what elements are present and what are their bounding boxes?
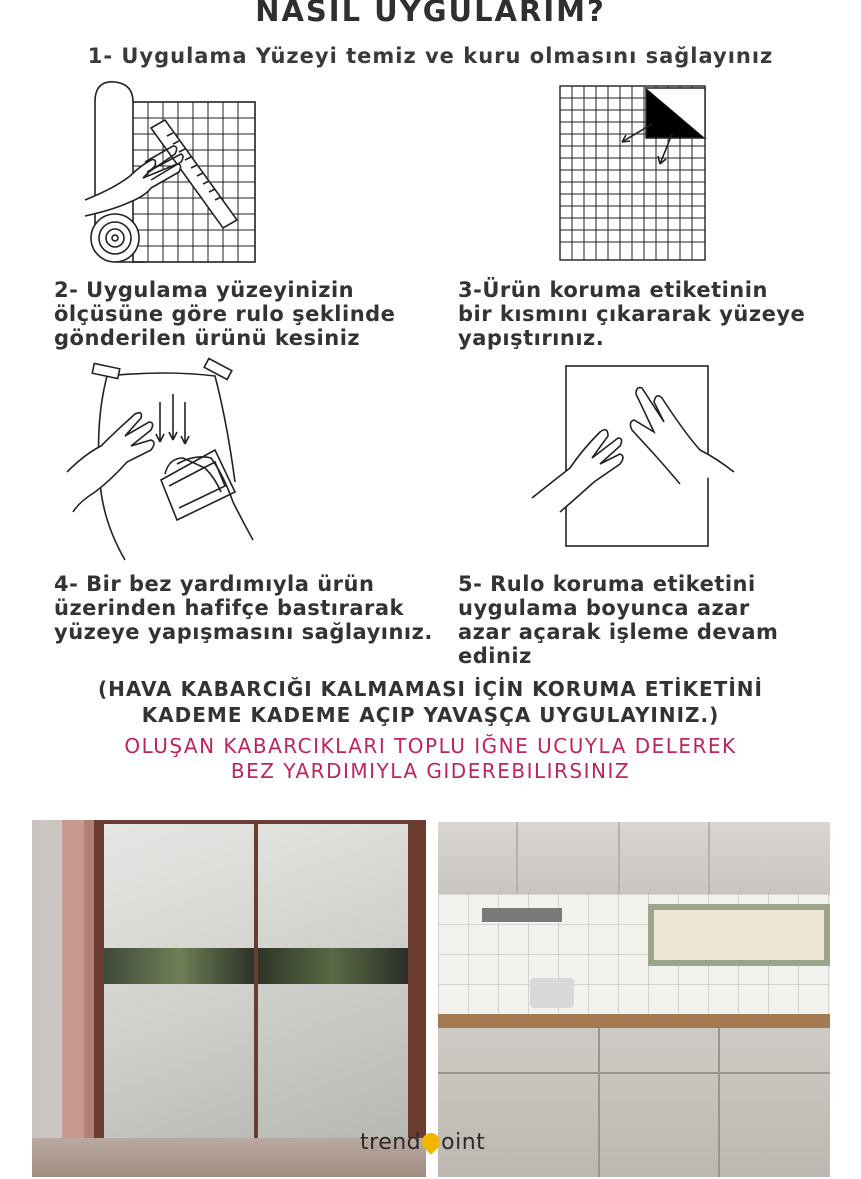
brand-text-after: oint [441, 1130, 486, 1155]
step-5-line-1: 5- Rulo koruma etiketini [458, 572, 756, 596]
brand-text-before: trend [360, 1130, 422, 1155]
step-2-text [54, 278, 395, 350]
step-2-line-3: gönderilen ürünü kesiniz [54, 326, 361, 350]
step-5-line-4: ediniz [458, 644, 532, 668]
warning-line-2: BEZ YARDIMIYLA GIDEREBILIRSINIZ [230, 759, 631, 783]
step-3-line-3: yapıştırınız. [458, 326, 605, 350]
step-5-line-2: uygulama boyunca azar [458, 596, 750, 620]
sheet-smooth-illustration [530, 362, 740, 552]
bubble-warning [0, 734, 861, 784]
cloth-press-illustration [65, 362, 265, 562]
step-1-text: 1- Uygulama Yüzeyi temiz ve kuru olmasını sağlayınız [87, 44, 774, 68]
roll-cut-illustration [85, 80, 265, 265]
kitchen-photo [438, 822, 830, 1177]
step-4-line-3: yüzeye yapışmasını sağlayınız. [54, 620, 433, 644]
peel-label-illustration [560, 86, 710, 266]
brand-logo [360, 1130, 485, 1155]
step-5-text [458, 572, 778, 668]
wardrobe-photo [32, 820, 426, 1177]
step-4-text [54, 572, 433, 644]
step-3-line-1: 3-Ürün koruma etiketinin [458, 278, 768, 302]
step-4-line-1: 4- Bir bez yardımıyla ürün [54, 572, 375, 596]
step-5-line-3: azar açarak işleme devam [458, 620, 779, 644]
step-3-line-2: bir kısmını çıkararak yüzeye [458, 302, 806, 326]
warning-line-1: OLUŞAN KABARCIKLARI TOPLU IĞNE UCUYLA DELEREK [124, 734, 737, 758]
note-line-2: KADEME KADEME AÇIP YAVAŞÇA UYGULAYINIZ.) [141, 703, 720, 727]
step-3-text [458, 278, 805, 350]
step-4-line-2: üzerinden hafifçe bastırarak [54, 596, 405, 620]
step-2-line-2: ölçüsüne göre rulo şeklinde [54, 302, 396, 326]
air-bubble-note [0, 676, 861, 728]
note-line-1: (HAVA KABARCIĞI KALMAMASI İÇİN KORUMA ETİKETİNİ [98, 677, 763, 701]
page-title: NASIL UYGULARIM? [255, 0, 606, 28]
step-2-line-1: 2- Uygulama yüzeyinizin [54, 278, 355, 302]
